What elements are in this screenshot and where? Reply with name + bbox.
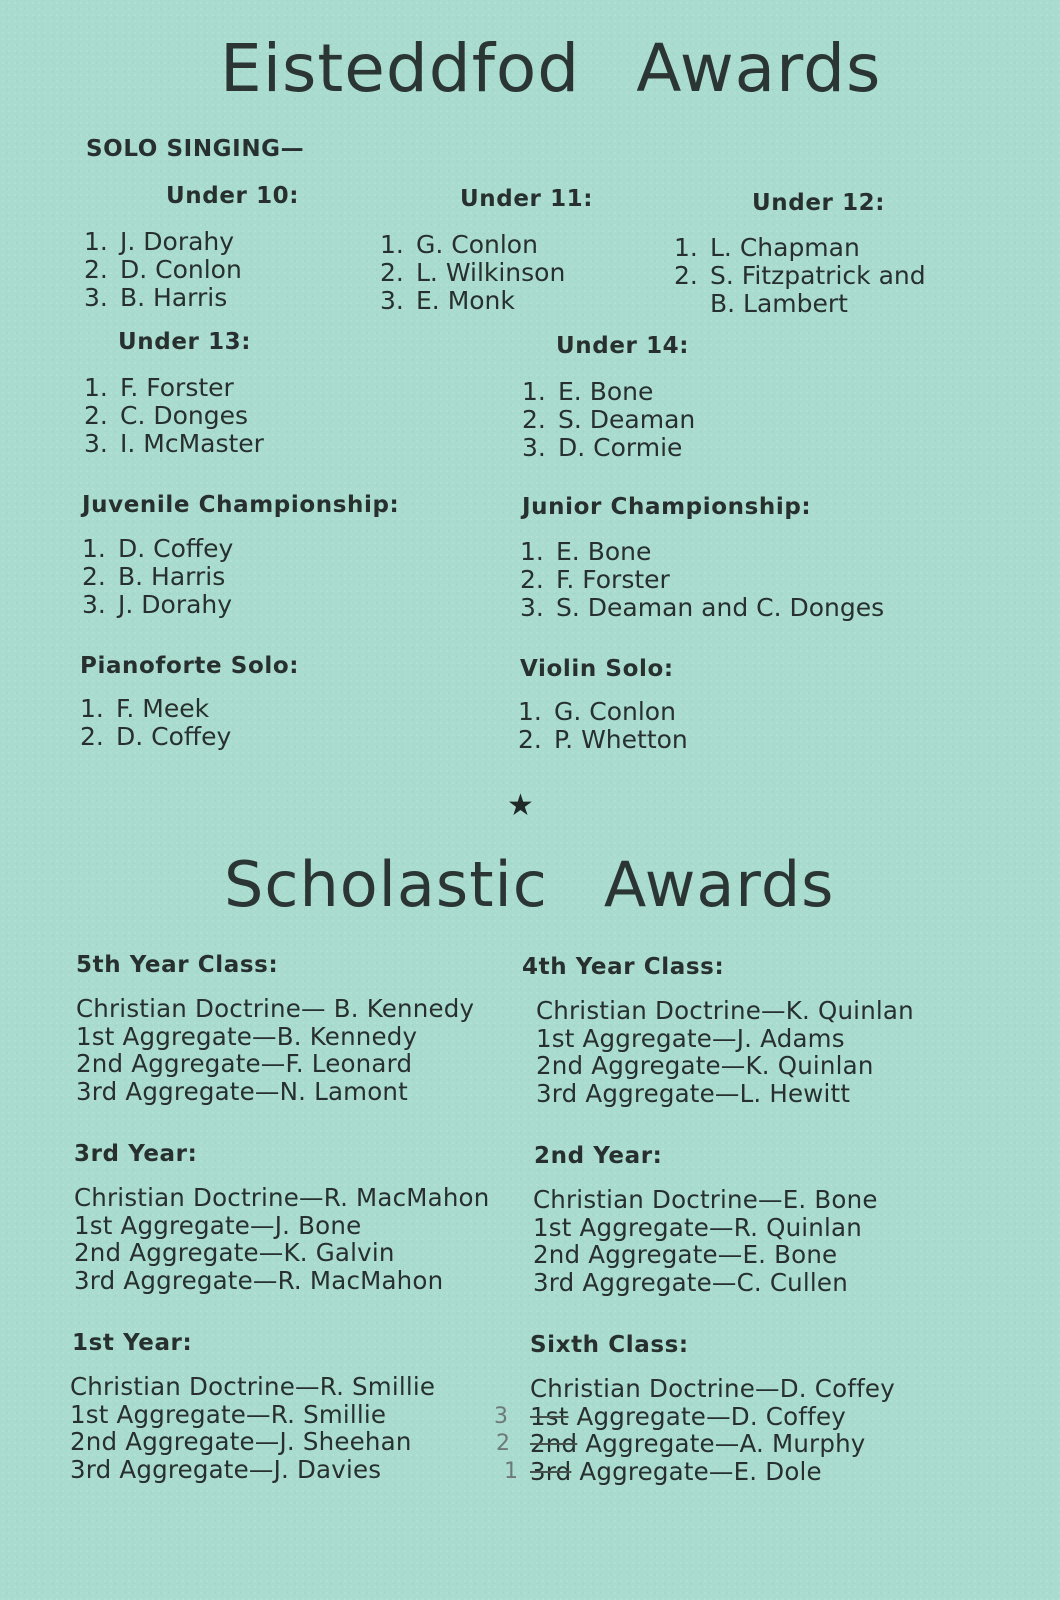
list-item: 2 2nd Aggregate—A. Murphy (496, 1429, 866, 1459)
eisteddfod-title (220, 30, 881, 107)
list-item: Christian Doctrine—E. Bone (533, 1185, 878, 1214)
list-item: 3 1st Aggregate—D. Coffey (494, 1401, 846, 1431)
list-item: 2. D. Conlon (84, 255, 242, 284)
eisteddfod-title-word1: Eisteddfod (220, 30, 581, 107)
pianoforte-heading: Pianoforte Solo: (80, 653, 300, 679)
junior-list (520, 538, 884, 622)
fifth-year-heading: 5th Year Class: (76, 952, 279, 978)
fourth-year-heading: 4th Year Class: (522, 954, 725, 980)
sixth-class-list (494, 1374, 895, 1486)
struck-ordinal: 2nd (530, 1429, 578, 1459)
star-icon: ★ (507, 788, 534, 823)
list-item: 2. C. Donges (84, 401, 249, 430)
list-item: 3. B. Harris (84, 283, 228, 312)
list-item: 3rd Aggregate—L. Hewitt (536, 1078, 851, 1108)
first-year-heading: 1st Year: (72, 1330, 193, 1356)
juvenile-list (82, 535, 233, 619)
under10-heading: Under 10: (166, 183, 300, 209)
list-item: 3. S. Deaman and C. Donges (520, 593, 885, 622)
fourth-year-list (536, 997, 914, 1107)
juvenile-heading: Juvenile Championship: (82, 492, 400, 518)
list-item: 3. J. Dorahy (82, 590, 233, 619)
list-item: 1st Aggregate—R. Smillie (70, 1399, 387, 1429)
under13-list (84, 374, 264, 458)
third-year-heading: 3rd Year: (74, 1141, 198, 1167)
first-year-list (70, 1373, 435, 1483)
list-item: 1. G. Conlon (518, 697, 676, 726)
list-item: 2. S. Deaman (522, 405, 696, 434)
list-item: 2nd Aggregate—J. Sheehan (70, 1427, 412, 1457)
under11-list (380, 231, 565, 315)
under14-heading: Under 14: (556, 333, 690, 359)
handwritten-mark: 1 (504, 1458, 519, 1484)
second-year-heading: 2nd Year: (534, 1143, 663, 1169)
violin-heading: Violin Solo: (520, 656, 674, 682)
junior-heading: Junior Championship: (522, 494, 812, 520)
second-year-list (533, 1186, 878, 1296)
under12-list (674, 234, 926, 318)
list-item: 1st Aggregate—B. Kennedy (76, 1021, 418, 1051)
list-item: Christian Doctrine— B. Kennedy (76, 994, 475, 1023)
handwritten-mark: 2 (496, 1431, 511, 1457)
list-item: 1st Aggregate—J. Adams (536, 1023, 845, 1053)
scholastic-title (224, 848, 835, 921)
list-item: Christian Doctrine—R. MacMahon (74, 1183, 490, 1212)
struck-ordinal: 1st (530, 1401, 569, 1431)
struck-ordinal: 3rd (530, 1456, 572, 1486)
list-item: 1. L. Chapman (674, 233, 860, 262)
list-item: 1 3rd Aggregate—E. Dole (504, 1456, 822, 1486)
under14-list (522, 378, 695, 462)
violin-list (518, 698, 688, 754)
list-item: B. Lambert (710, 289, 848, 318)
list-item: 2nd Aggregate—K. Galvin (74, 1238, 395, 1268)
list-item: 3rd Aggregate—J. Davies (70, 1454, 382, 1484)
list-item: 2. B. Harris (82, 562, 226, 591)
list-item: 1. F. Meek (80, 694, 210, 723)
solo-singing-heading: SOLO SINGING— (86, 136, 305, 162)
list-item: 2. F. Forster (520, 565, 670, 594)
list-item: Christian Doctrine—D. Coffey (530, 1374, 895, 1403)
list-item: 2nd Aggregate—E. Bone (533, 1240, 838, 1270)
list-item: Christian Doctrine—K. Quinlan (536, 996, 914, 1025)
list-item: 1. G. Conlon (380, 230, 538, 259)
list-item: Christian Doctrine—R. Smillie (70, 1372, 436, 1401)
under13-heading: Under 13: (118, 329, 252, 355)
list-item: 2nd Aggregate—F. Leonard (76, 1049, 413, 1079)
list-item: 3. D. Cormie (522, 433, 683, 462)
under12-heading: Under 12: (752, 190, 886, 216)
under10-list (84, 228, 242, 312)
fifth-year-list (76, 995, 474, 1105)
pianoforte-list (80, 695, 231, 751)
list-item: 2. L. Wilkinson (380, 258, 566, 287)
list-item: 3. I. McMaster (84, 429, 264, 458)
handwritten-mark: 3 (494, 1403, 509, 1429)
list-item: 3rd Aggregate—C. Cullen (533, 1267, 848, 1297)
list-item: 1. J. Dorahy (84, 227, 235, 256)
eisteddfod-title-word2: Awards (636, 30, 882, 107)
list-item: 1st Aggregate—R. Quinlan (533, 1212, 862, 1242)
list-item: 1. D. Coffey (82, 534, 234, 563)
sixth-class-heading: Sixth Class: (530, 1332, 689, 1358)
list-item: 1. E. Bone (522, 377, 654, 406)
list-item: 2nd Aggregate—K. Quinlan (536, 1051, 874, 1081)
third-year-list (74, 1184, 489, 1294)
list-item: 3rd Aggregate—N. Lamont (76, 1076, 408, 1106)
scholastic-title-word2: Awards (603, 848, 835, 921)
scholastic-title-word1: Scholastic (224, 848, 548, 921)
list-item: 1st Aggregate—J. Bone (74, 1210, 362, 1240)
list-item: 2. P. Whetton (518, 725, 688, 754)
list-item: 1. F. Forster (84, 373, 234, 402)
list-item: 2. S. Fitzpatrick and (674, 261, 926, 290)
list-item: 3. E. Monk (380, 286, 515, 315)
list-item: 3rd Aggregate—R. MacMahon (74, 1265, 444, 1295)
list-item: 2. D. Coffey (80, 722, 232, 751)
under11-heading: Under 11: (460, 186, 594, 212)
list-item: 1. E. Bone (520, 537, 652, 566)
